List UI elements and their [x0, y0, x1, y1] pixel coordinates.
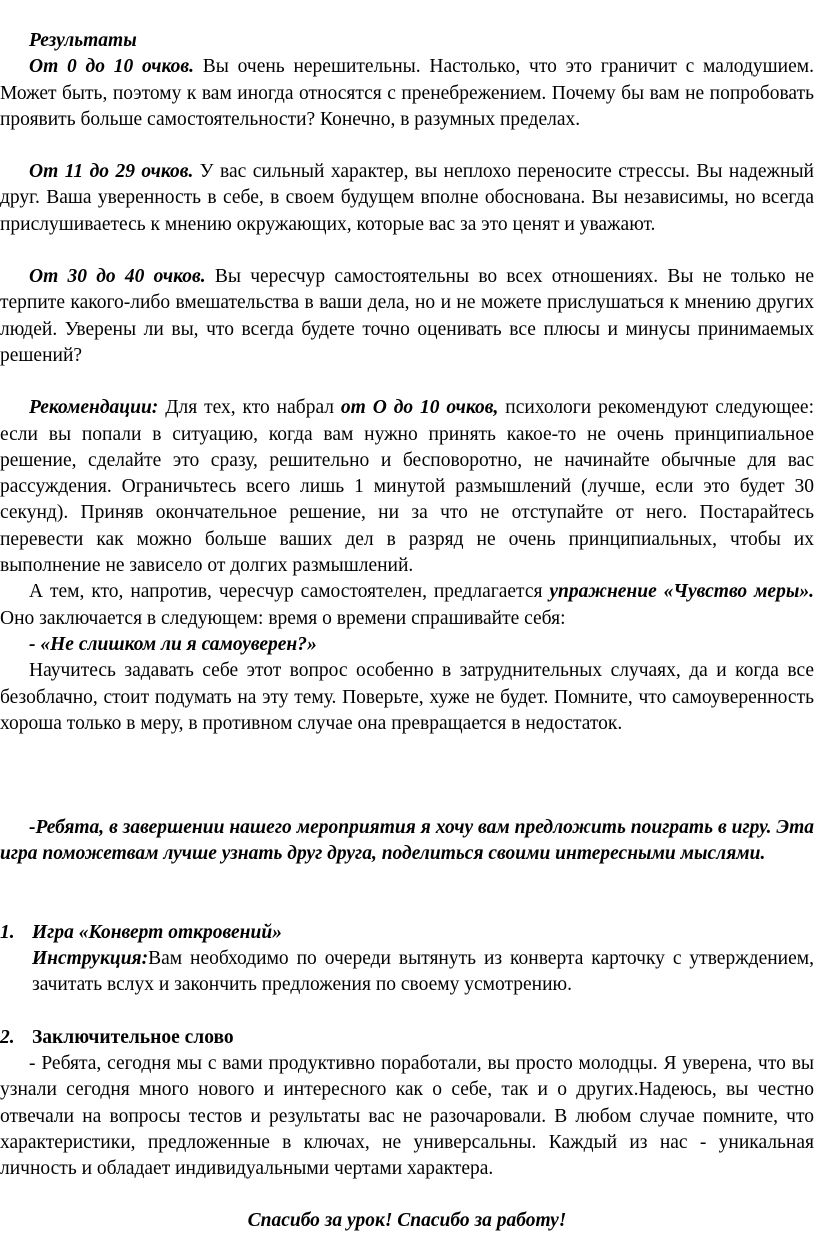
spacer — [0, 868, 814, 920]
document-page — [0, 28, 814, 1235]
exercise-name: упражнение «Чувство меры». — [549, 581, 814, 603]
game-section — [0, 920, 814, 999]
results-heading: Результаты — [29, 30, 137, 51]
final-title: Заключительное слово — [32, 1026, 234, 1048]
recommendations-text-2: психологи рекомендуют следующее: если вы попали в ситуацию, когда вам нужно принять какое-то не очень принципиальное решение, сделайте это сразу, решительно и бесповоротно, не начинайте обычные для вас рассуждения. Ограничьтесь всего лишь 1 минутой размышлений (лучше, если это будет 30 секунд). Приняв окончательное решение, ни за что не отступайте от него. Постарайтесь перевести как можно больше ваших дел в разряд не очень принципиальных, чтобы их выполнение не зависело от долгих размышлений. — [0, 397, 814, 577]
final-section-heading — [0, 1025, 814, 1051]
recommendations-paragraph — [0, 395, 814, 579]
result-range-0-10 — [0, 54, 814, 133]
result-range-0-10-label: От 0 до 10 очков. — [29, 56, 194, 78]
exercise-paragraph — [0, 579, 814, 632]
recommendations-text-1: Для тех, кто набрал — [158, 397, 341, 419]
self-question: - «Не слишком ли я самоуверен?» — [29, 633, 317, 655]
result-range-30-40-label: От 30 до 40 очков. — [29, 266, 206, 288]
closing-thanks: Спасибо за урок! Спасибо за работу! — [247, 1210, 567, 1232]
game-number: 1. — [0, 921, 15, 943]
game-instruction — [32, 946, 814, 999]
result-range-11-29-label: От 11 до 29 очков. — [29, 161, 194, 183]
game-title: Игра «Конверт откровений» — [32, 921, 282, 943]
recommendations-range: от О до 10 очков, — [340, 397, 499, 419]
recommendations-label: Рекомендации: — [29, 397, 159, 419]
spacer — [0, 238, 814, 264]
final-speech: - Ребята, сегодня мы с вами продуктивно поработали, вы просто молодцы. Я уверена, что вы узнали сегодня много нового и интересного как о себе, так и о других.Надеюсь, вы честно отвечали на вопросы тестов и результаты вас не разочаровали. В любом случае помните, что характеристики, предложенные в ключах, не универсальны. Каждый из нас - уникальная личность и обладает индивидуальными чертами характера. — [0, 1052, 814, 1180]
spacer — [0, 133, 814, 159]
result-range-11-29-text: У вас сильный характер, вы неплохо переносите стрессы. Вы надежный друг. Ваша уверенность в себе, в своем будущем вполне обоснована. Вы независимы, но всегда прислушиваетесь к мнению окружающих, которые вас за это ценят и уважают. — [0, 161, 814, 235]
exercise-text-1: А тем, кто, напротив, чересчур самостоятелен, предлагается — [29, 581, 550, 603]
final-number: 2. — [0, 1026, 15, 1048]
spacer — [0, 737, 814, 815]
spacer — [0, 369, 814, 395]
instruction-label: Инструкция: — [32, 948, 149, 970]
result-range-30-40 — [0, 264, 814, 369]
result-range-0-10-text: Вы очень нерешительны. Настолько, что это граничит с малодушием. Может быть, поэтому к вам иногда относятся с пренебрежением. Почему бы вам не попробовать проявить больше самостоятельности? Конечно, в разумных пределах. — [0, 56, 814, 130]
advice-paragraph: Научитесь задавать себе этот вопрос особенно в затруднительных случаях, да и когда все безоблачно, стоит подумать на эту тему. Поверьте, хуже не будет. Помните, что самоуверенность хороша только в меру, в противном случае она превращается в недостаток. — [0, 660, 814, 734]
spacer — [0, 999, 814, 1025]
spacer — [0, 1182, 814, 1208]
exercise-text-2: Оно заключается в следующем: время о времени спрашивайте себя: — [0, 607, 566, 629]
result-range-11-29 — [0, 159, 814, 238]
result-range-30-40-text: Вы чересчур самостоятельны во всех отношениях. Вы не только не терпите какого-либо вмешательства в ваши дела, но и не можете прислушаться к мнению других людей. Уверены ли вы, что всегда будете точно оценивать все плюсы и минусы принимаемых решений? — [0, 266, 814, 366]
game-invitation: -Ребята, в завершении нашего мероприятия я хочу вам предложить поиграть в игру. Эта игра поможетвам лучше узнать друг друга, поделиться своими интересными мыслями. — [0, 817, 814, 865]
instruction-text: Вам необходимо по очереди вытянуть из конверта карточку с утверждением, зачитать вслух и закончить предложения по своему усмотрению. — [32, 948, 814, 996]
